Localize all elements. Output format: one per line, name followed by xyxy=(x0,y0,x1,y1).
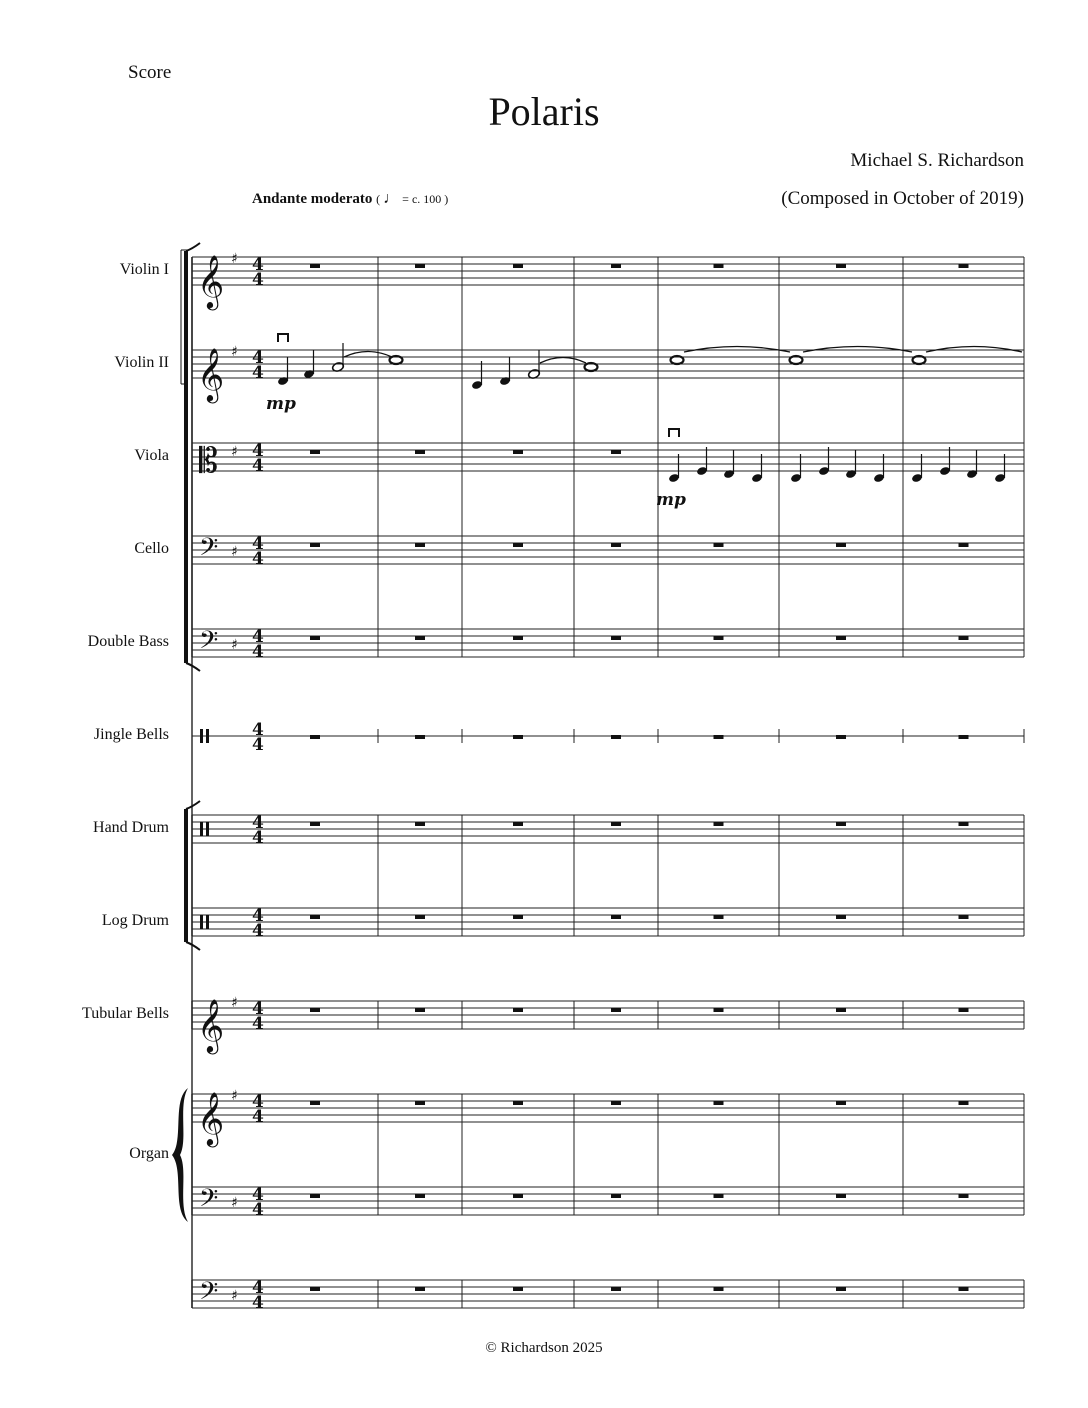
strings-bracket-cap xyxy=(186,243,200,251)
whole-rest xyxy=(513,543,523,547)
percussion-clef-icon xyxy=(200,729,203,743)
whole-rest xyxy=(714,1194,724,1198)
whole-rest xyxy=(513,1101,523,1105)
time-signature-denominator: 4 xyxy=(252,456,264,476)
whole-rest xyxy=(513,915,523,919)
time-signature-numerator: 4 xyxy=(252,255,264,275)
instrument-label-jingle-bells: Jingle Bells xyxy=(93,726,169,743)
composer-name: Michael S. Richardson xyxy=(850,150,1024,171)
time-signature-denominator: 4 xyxy=(252,363,264,383)
whole-rest xyxy=(415,636,425,640)
whole-rest xyxy=(415,264,425,268)
sharp-icon: ♯ xyxy=(231,444,238,460)
whole-rest xyxy=(611,264,621,268)
tie xyxy=(803,347,912,353)
drums-bracket-cap xyxy=(186,942,200,950)
treble-clef-icon: 𝄞 xyxy=(197,254,225,308)
down-bow-icon xyxy=(669,429,679,437)
quarter-note-icon: ♩ xyxy=(383,190,400,207)
whole-rest xyxy=(611,1101,621,1105)
whole-rest xyxy=(959,822,969,826)
whole-rest xyxy=(415,543,425,547)
time-signature-numerator: 4 xyxy=(252,348,264,368)
whole-rest xyxy=(611,822,621,826)
whole-rest xyxy=(959,735,969,739)
whole-rest xyxy=(959,543,969,547)
time-signature-numerator: 4 xyxy=(252,534,264,554)
instrument-label-double-bass: Double Bass xyxy=(87,633,169,650)
whole-rest xyxy=(714,543,724,547)
time-signature-numerator: 4 xyxy=(252,1092,264,1112)
whole-rest xyxy=(714,1101,724,1105)
time-signature-denominator: 4 xyxy=(252,1293,264,1313)
percussion-clef-icon xyxy=(206,915,209,929)
instrument-label-hand-drum: Hand Drum xyxy=(93,819,169,836)
whole-rest xyxy=(611,1194,621,1198)
time-signature-denominator: 4 xyxy=(252,642,264,662)
time-signature-numerator: 4 xyxy=(252,1278,264,1298)
time-signature-numerator: 4 xyxy=(252,1185,264,1205)
metronome-mark: ( ♩ = c. 100 ) xyxy=(376,190,449,207)
whole-rest xyxy=(836,915,846,919)
time-signature-denominator: 4 xyxy=(252,921,264,941)
whole-rest xyxy=(611,636,621,640)
whole-rest xyxy=(714,915,724,919)
bass-clef-icon: 𝄢 xyxy=(199,1184,219,1219)
strings-bracket-cap xyxy=(186,663,200,671)
percussion-clef-icon xyxy=(206,729,209,743)
whole-rest xyxy=(714,636,724,640)
copyright-notice: © Richardson 2025 xyxy=(485,1340,603,1356)
whole-rest xyxy=(836,543,846,547)
time-signature-numerator: 4 xyxy=(252,720,264,740)
metronome-value: = c. 100 xyxy=(402,192,442,206)
tie xyxy=(684,347,790,353)
whole-rest xyxy=(836,822,846,826)
time-signature-denominator: 4 xyxy=(252,1200,264,1220)
whole-rest xyxy=(415,1101,425,1105)
time-signature-denominator: 4 xyxy=(252,1014,264,1034)
whole-rest xyxy=(836,1101,846,1105)
time-signature-denominator: 4 xyxy=(252,270,264,290)
instrument-label-organ: Organ xyxy=(129,1145,169,1162)
whole-rest xyxy=(513,450,523,454)
whole-rest xyxy=(714,822,724,826)
whole-rest xyxy=(310,1194,320,1198)
percussion-clef-icon xyxy=(200,915,203,929)
instrument-label-tubular-bells: Tubular Bells xyxy=(82,1005,169,1022)
time-signature-numerator: 4 xyxy=(252,813,264,833)
time-signature-denominator: 4 xyxy=(252,549,264,569)
whole-rest xyxy=(714,735,724,739)
whole-rest xyxy=(310,735,320,739)
whole-rest xyxy=(310,450,320,454)
sharp-icon: ♯ xyxy=(231,344,238,360)
whole-rest xyxy=(714,1008,724,1012)
whole-rest xyxy=(415,915,425,919)
whole-rest xyxy=(415,1287,425,1291)
whole-rest xyxy=(836,1194,846,1198)
composition-date: (Composed in October of 2019) xyxy=(781,188,1024,209)
whole-rest xyxy=(310,1008,320,1012)
whole-rest xyxy=(959,1287,969,1291)
whole-rest xyxy=(310,915,320,919)
time-signature-numerator: 4 xyxy=(252,999,264,1019)
sharp-icon: ♯ xyxy=(231,1088,238,1104)
tie xyxy=(926,347,1022,353)
whole-rest xyxy=(836,735,846,739)
time-signature-numerator: 4 xyxy=(252,906,264,926)
whole-rest xyxy=(611,735,621,739)
piece-title: Polaris xyxy=(488,89,600,134)
whole-rest xyxy=(714,264,724,268)
sharp-icon: ♯ xyxy=(231,1288,238,1304)
whole-rest xyxy=(310,822,320,826)
treble-clef-icon: 𝄞 xyxy=(197,347,225,401)
whole-rest xyxy=(611,543,621,547)
sharp-icon: ♯ xyxy=(231,1195,238,1211)
down-bow-icon xyxy=(278,334,288,342)
percussion-clef-icon xyxy=(206,822,209,836)
score-label: Score xyxy=(128,62,172,83)
bass-clef-icon: 𝄢 xyxy=(199,1277,219,1312)
treble-clef-icon: 𝄞 xyxy=(197,1091,225,1145)
instrument-label-violin-1: Violin I xyxy=(119,261,169,278)
whole-rest xyxy=(836,1287,846,1291)
whole-rest xyxy=(310,543,320,547)
tie xyxy=(344,352,392,358)
whole-rest xyxy=(513,735,523,739)
whole-rest xyxy=(513,822,523,826)
treble-clef-icon: 𝄞 xyxy=(197,998,225,1052)
sharp-icon: ♯ xyxy=(231,251,238,267)
whole-rest xyxy=(959,1008,969,1012)
whole-rest xyxy=(513,1194,523,1198)
whole-rest xyxy=(310,264,320,268)
whole-rest xyxy=(959,915,969,919)
whole-rest xyxy=(415,822,425,826)
whole-rest xyxy=(611,915,621,919)
instrument-label-log-drum: Log Drum xyxy=(101,912,169,929)
whole-rest xyxy=(513,1008,523,1012)
instrument-label-violin-2: Violin II xyxy=(114,354,169,371)
whole-rest xyxy=(959,264,969,268)
whole-rest xyxy=(836,264,846,268)
time-signature-numerator: 4 xyxy=(252,627,264,647)
whole-rest xyxy=(513,264,523,268)
time-signature-numerator: 4 xyxy=(252,441,264,461)
time-signature-denominator: 4 xyxy=(252,1107,264,1127)
time-signature-denominator: 4 xyxy=(252,828,264,848)
whole-rest xyxy=(611,450,621,454)
whole-rest xyxy=(959,636,969,640)
dynamic-marking-viola: mp xyxy=(656,490,686,510)
bass-clef-icon: 𝄢 xyxy=(199,533,219,568)
drums-bracket-cap xyxy=(186,801,200,809)
dynamic-marking-violin-2: mp xyxy=(266,394,296,414)
tie xyxy=(540,358,586,364)
whole-rest xyxy=(415,735,425,739)
sharp-icon: ♯ xyxy=(231,544,238,560)
whole-rest xyxy=(310,636,320,640)
whole-rest xyxy=(310,1101,320,1105)
tempo-text: Andante moderato xyxy=(252,191,373,207)
percussion-clef-icon xyxy=(200,822,203,836)
whole-rest xyxy=(415,450,425,454)
whole-rest xyxy=(959,1101,969,1105)
whole-rest xyxy=(836,636,846,640)
whole-rest xyxy=(415,1194,425,1198)
instrument-label-viola: Viola xyxy=(134,447,169,464)
whole-rest xyxy=(714,1287,724,1291)
whole-rest xyxy=(959,1194,969,1198)
whole-rest xyxy=(611,1008,621,1012)
instrument-label-cello: Cello xyxy=(134,540,169,557)
whole-rest xyxy=(611,1287,621,1291)
whole-rest xyxy=(513,1287,523,1291)
alto-clef-icon: 𝄡 xyxy=(199,441,218,481)
whole-rest xyxy=(415,1008,425,1012)
sharp-icon: ♯ xyxy=(231,995,238,1011)
whole-rest xyxy=(836,1008,846,1012)
whole-rest xyxy=(310,1287,320,1291)
time-signature-denominator: 4 xyxy=(252,735,264,755)
sharp-icon: ♯ xyxy=(231,637,238,653)
bass-clef-icon: 𝄢 xyxy=(199,626,219,661)
whole-rest xyxy=(513,636,523,640)
organ-brace xyxy=(172,1088,188,1222)
